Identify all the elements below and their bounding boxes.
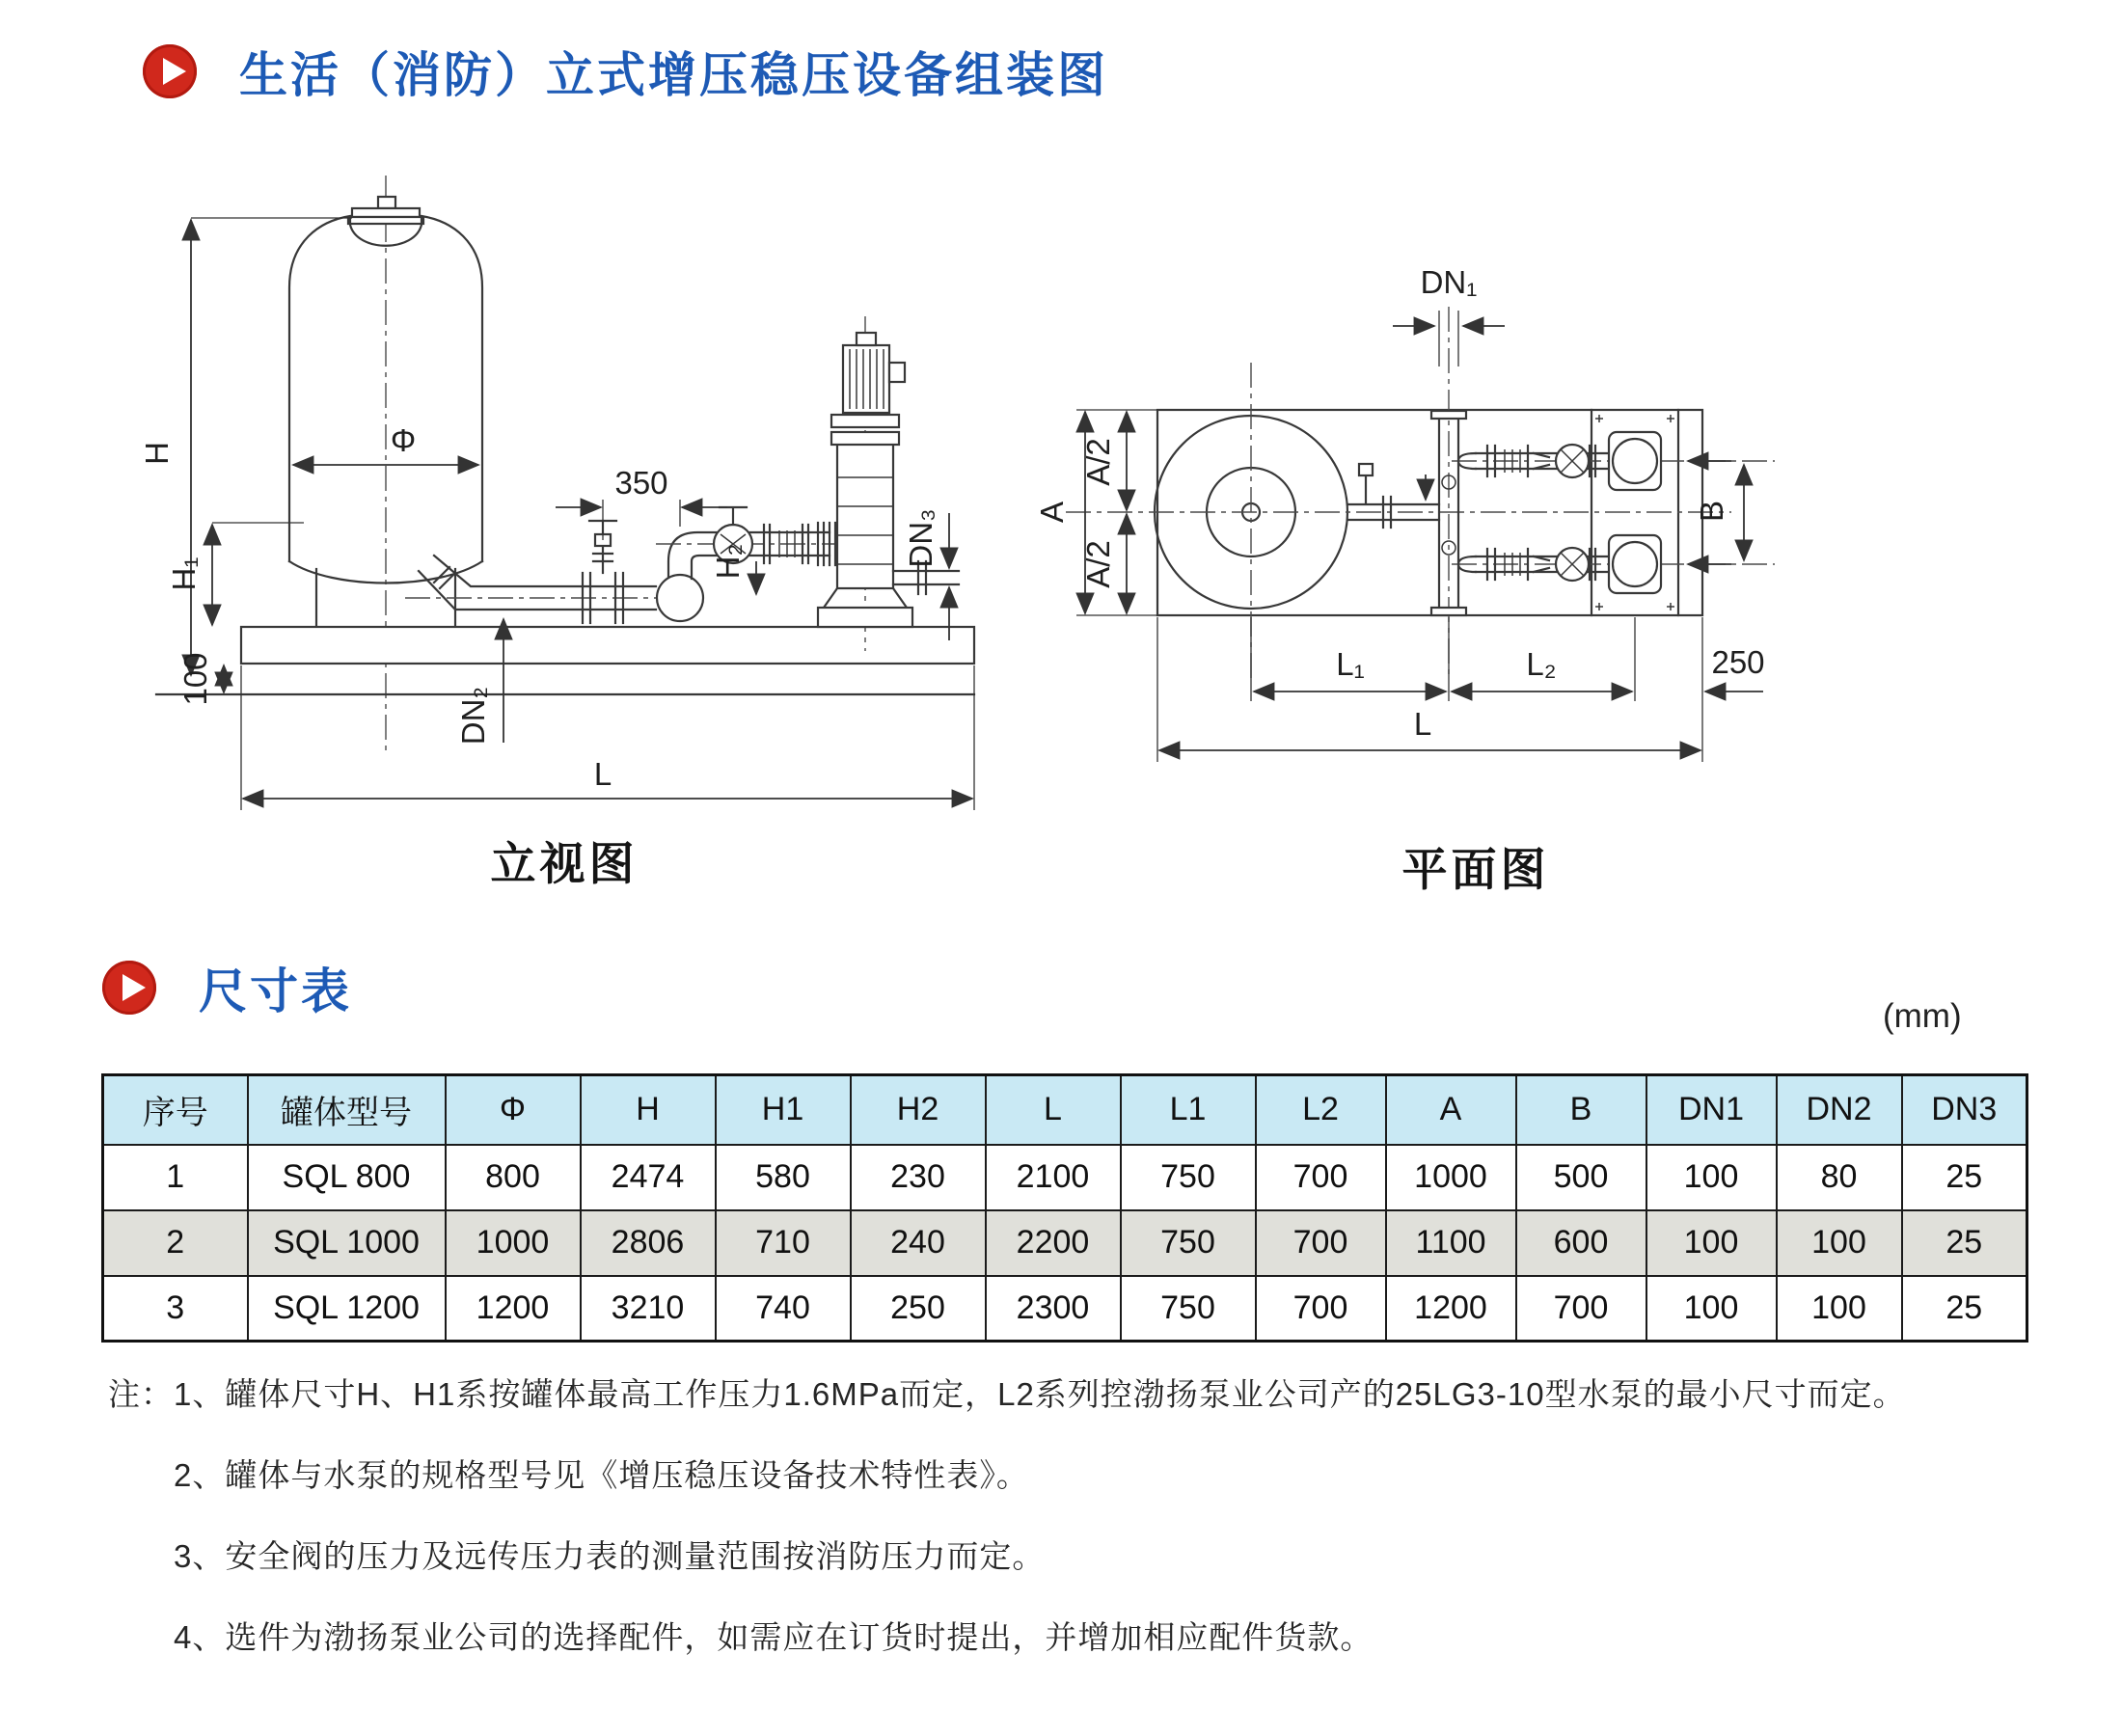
table-cell: 1000 (1386, 1145, 1516, 1210)
table-header-cell: B (1516, 1075, 1646, 1145)
dim-label-a2-bottom: A/2 (1080, 540, 1116, 588)
table-row (103, 1145, 2027, 1210)
note-line (108, 1370, 2047, 1415)
dimension-350 (556, 465, 727, 540)
dim-label-dn2: DN₂ (455, 686, 491, 746)
table-header-cell: Φ (446, 1075, 581, 1145)
table-cell: 25 (1902, 1145, 2027, 1210)
table-header-cell: DN1 (1646, 1075, 1777, 1145)
dim-label-dn1: DN₁ (1420, 264, 1478, 300)
table-cell: 1 (103, 1145, 248, 1210)
dim-label-h1: H₁ (166, 556, 202, 591)
table-cell: 700 (1516, 1276, 1646, 1342)
note-line (108, 1451, 2047, 1496)
suction-piping (405, 507, 845, 623)
table-header-cell: A (1386, 1075, 1516, 1145)
table-cell: 1200 (1386, 1276, 1516, 1342)
pump-unit (818, 316, 959, 651)
table-header-cell: H1 (716, 1075, 851, 1145)
page-title: 生活（消防）立式增压稳压设备组装图 (239, 48, 1108, 102)
dim-label-l: L (593, 756, 612, 792)
table-header-cell: DN2 (1777, 1075, 1902, 1145)
table-row (103, 1276, 2027, 1342)
play-icon (143, 44, 197, 98)
dim-label-100: 100 (177, 652, 213, 706)
unit-label: (mm) (1883, 997, 1962, 1035)
table-header-row (103, 1075, 2027, 1145)
table-cell: 1100 (1386, 1210, 1516, 1276)
dim-label-a: A (1034, 501, 1070, 524)
table-cell: 25 (1902, 1276, 2027, 1342)
dimension-h1 (166, 523, 304, 625)
note-item: 3、安全阀的压力及远传压力表的测量范围按消防压力而定。 (174, 1538, 1046, 1574)
dim-label-l-plan: L (1413, 706, 1432, 742)
table-cell: 700 (1256, 1276, 1386, 1342)
table-cell: 700 (1256, 1210, 1386, 1276)
table-cell: 1000 (446, 1210, 581, 1276)
notes (108, 1370, 2047, 1694)
dimension-section-header (102, 953, 352, 1022)
dim-label-l2: L₂ (1526, 646, 1557, 682)
table-row (103, 1210, 2027, 1276)
dimension-table-title: 尺寸表 (199, 964, 352, 1018)
play-icon (102, 961, 156, 1015)
dim-label-dn3: DN₃ (903, 508, 939, 568)
table-header-cell: L1 (1121, 1075, 1256, 1145)
table-cell: SQL 800 (248, 1145, 446, 1210)
table-header-cell: H2 (851, 1075, 986, 1145)
table-cell: 25 (1902, 1210, 2027, 1276)
note-item: 1、罐体尺寸H、H1系按罐体最高工作压力1.6MPa而定，L2系列控渤扬泵业公司产的25LG3-10型水泵的最小尺寸而定。 (174, 1376, 1906, 1412)
table-cell: 100 (1777, 1210, 1902, 1276)
table-cell: 2 (103, 1210, 248, 1276)
table-cell: 750 (1121, 1276, 1256, 1342)
dim-label-l1: L₁ (1336, 646, 1365, 682)
table-header-cell: 序号 (103, 1075, 248, 1145)
table-cell: 750 (1121, 1145, 1256, 1210)
table-cell: SQL 1200 (248, 1276, 446, 1342)
note-item: 2、罐体与水泵的规格型号见《增压稳压设备技术特性表》。 (174, 1457, 1029, 1493)
table-header-cell: DN3 (1902, 1075, 2027, 1145)
note-line (108, 1613, 2047, 1658)
table-cell: 240 (851, 1210, 986, 1276)
dim-label-b: B (1694, 500, 1729, 523)
table-cell: 2300 (986, 1276, 1121, 1342)
note-item: 4、选件为渤扬泵业公司的选择配件，如需应在订货时提出，并增加相应配件货款。 (174, 1619, 1374, 1655)
table-header-cell: L2 (1256, 1075, 1386, 1145)
table-header-cell: 罐体型号 (248, 1075, 446, 1145)
table-cell: 1200 (446, 1276, 581, 1342)
dim-label-a2-top: A/2 (1080, 438, 1116, 486)
table-cell: 2474 (581, 1145, 716, 1210)
table-cell: 100 (1646, 1145, 1777, 1210)
plan-caption: 平面图 (1401, 844, 1550, 895)
table-cell: 100 (1646, 1210, 1777, 1276)
dimension-100 (177, 652, 224, 705)
dimension-l-plan (1157, 617, 1700, 762)
table-header-cell: H (581, 1075, 716, 1145)
table-cell: 2200 (986, 1210, 1121, 1276)
dim-label-350: 350 (614, 465, 668, 501)
dimension-l2 (1452, 617, 1635, 701)
table-cell: 80 (1777, 1145, 1902, 1210)
table-cell: 750 (1121, 1210, 1256, 1276)
table-cell: 100 (1646, 1276, 1777, 1342)
dim-label-250: 250 (1711, 644, 1765, 680)
pump-flange-top (1609, 432, 1661, 490)
table-cell: 3 (103, 1276, 248, 1342)
notes-prefix: 注： (108, 1376, 174, 1412)
table-cell: 3210 (581, 1276, 716, 1342)
plan-drawing (1013, 222, 2093, 916)
pump-flange-bottom (1609, 535, 1661, 593)
dim-label-h: H (139, 442, 175, 465)
table-cell: 250 (851, 1276, 986, 1342)
table-cell: 600 (1516, 1210, 1646, 1276)
note-line (108, 1532, 2047, 1577)
table-cell: 100 (1777, 1276, 1902, 1342)
table-cell: 740 (716, 1276, 851, 1342)
elevation-drawing (116, 125, 984, 907)
table-cell: 2100 (986, 1145, 1121, 1210)
dimension-l (241, 665, 974, 810)
table-cell: 500 (1516, 1145, 1646, 1210)
dim-label-phi: Φ (390, 422, 417, 458)
table-cell: 700 (1256, 1145, 1386, 1210)
assembly-section-header (143, 37, 1108, 106)
table-cell: SQL 1000 (248, 1210, 446, 1276)
base-frame (156, 627, 974, 694)
dimension-table (101, 1073, 2028, 1343)
dimension-a2-top (1080, 412, 1127, 510)
table-cell: 710 (716, 1210, 851, 1276)
table-cell: 580 (716, 1145, 851, 1210)
table-cell: 230 (851, 1145, 986, 1210)
dimension-l1 (1251, 617, 1449, 701)
table-cell: 2806 (581, 1210, 716, 1276)
dim-label-h2: H₂ (710, 543, 746, 580)
dimension-a2-bottom (1080, 514, 1127, 613)
table-cell: 800 (446, 1145, 581, 1210)
table-header-cell: L (986, 1075, 1121, 1145)
elevation-caption: 立视图 (490, 838, 639, 889)
dimension-250 (1702, 617, 1765, 762)
dimension-h (139, 218, 352, 675)
